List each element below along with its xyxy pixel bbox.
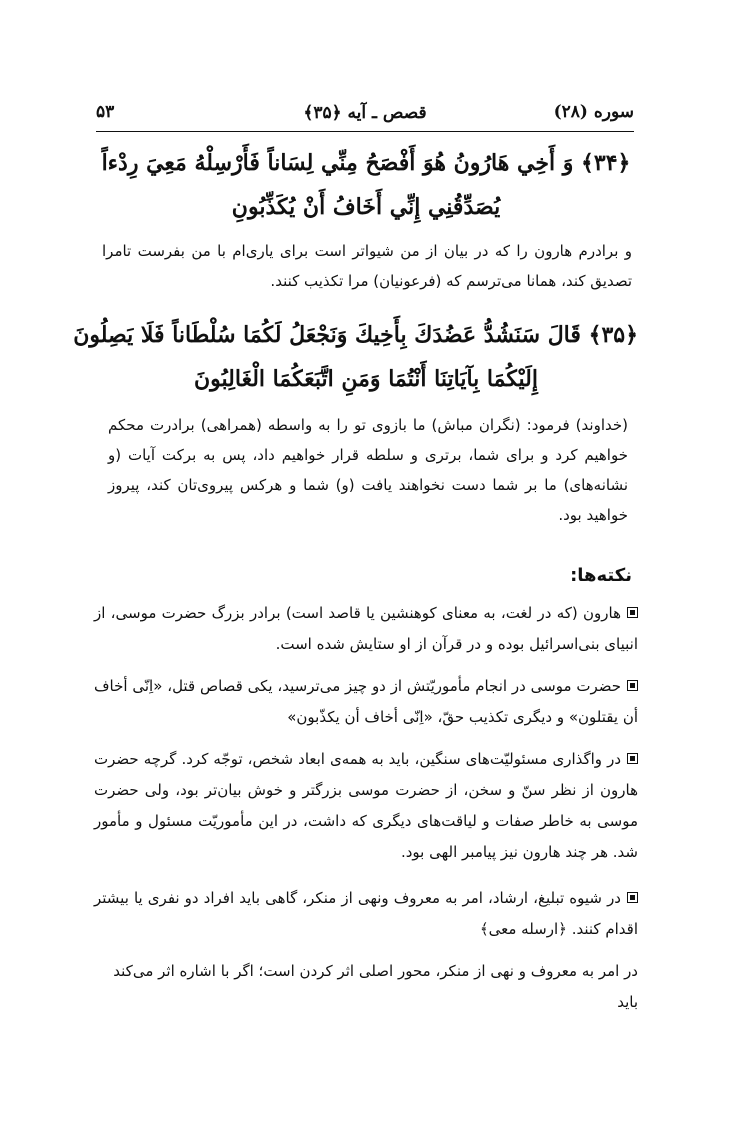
bullet-square-icon	[627, 607, 638, 618]
page-header	[96, 98, 634, 128]
note-text: هارون (که در لغت، به معنای کوهنشین یا قاصد است) برادر بزرگ حضرت موسی، از انبیای بنی‌اسرائیل بوده و در قرآن از او ستایش شده است.	[94, 604, 638, 653]
note-item	[94, 598, 638, 660]
verse-35-translation: (خداوند) فرمود: (نگران مباش) ما بازوی تو را به واسطه (همراهی) برادرت محکم خواهیم کرد و برای شما، برتری و سلطه قرار خواهیم داد، پس به برکت آیات (و نشانه‌های) ما بر شما دست نخواهند یافت (و) شما و هرکس پیروی‌تان کند، پیروز خواهید بود.	[108, 416, 628, 524]
continuation-text: در امر به معروف و نهی از منکر، محور اصلی اثر کردن است؛ اگر با اشاره اثر می‌کند باید	[113, 962, 638, 1011]
note-text: در شیوه تبلیغ، ارشاد، امر به معروف ونهی از منکر، گاهی باید افراد دو نفری یا بیشتر اقدام کنند. ﴿ارسله معی﴾	[94, 889, 638, 938]
verse-35-line-1: ﴿۳۵﴾ قَالَ سَنَشُدُّ عَضُدَكَ بِأَخِيكَ وَنَجْعَلُ لَكُمَا سُلْطَاناً فَلَا يَصِلُونَ	[73, 322, 638, 348]
note-text: حضرت موسی در انجام مأموریّتش از دو چیز می‌ترسید، یکی قصاص قتل، «اِنّی أخاف أن یقتلون» و دیگری تکذیب حقّ، «اِنّی أخاف أن یکذّبون»	[94, 677, 638, 726]
verse-34-line-1: ﴿۳۴﴾ وَ أَخِي هَارُونُ هُوَ أَفْصَحُ مِنِّي لِسَاناً فَأَرْسِلْهُ مَعِيَ رِدْءاً	[101, 150, 631, 176]
bullet-square-icon	[627, 680, 638, 691]
header-divider	[96, 131, 634, 132]
notes-heading: نکته‌ها:	[570, 565, 632, 586]
chapter-verse-title: قصص ـ آیه ﴿۳۵﴾	[303, 103, 427, 123]
note-text: در واگذاری مسئولیّت‌های سنگین، باید به همه‌ی ابعاد شخص، توجّه کرد. گرچه حضرت هارون از نظر سنّ و سخن، از حضرت موسی بزرگتر و خوش بیان‌تر بود، ولی حضرت موسی به خاطر صفات و لیاقت‌های دیگری که داشت، در این مأموریّت مسئول و مأمور شد. هر چند هارون نیز پیامبر الهی بود.	[94, 750, 638, 861]
bullet-square-icon	[627, 753, 638, 764]
page-number: ۵۳	[96, 102, 115, 122]
surah-label: سوره (۲۸)	[553, 102, 634, 122]
verse-35-line-2: إِلَيْكُمَا بِآيَاتِنَا أَنْتُمَا وَمَنِ اتَّبَعَكُمَا الْغَالِبُونَ	[194, 366, 538, 392]
note-item	[94, 883, 638, 945]
verse-34-translation: و برادرم هارون را که در بیان از من شیواتر است برای یاری‌ام با من بفرست تامرا تصدیق کند، همانا می‌ترسم که (فرعونیان) مرا تکذیب کنند.	[102, 242, 632, 290]
bullet-square-icon	[627, 892, 638, 903]
note-item	[94, 671, 638, 733]
note-item	[94, 744, 638, 868]
verse-34-line-2: يُصَدِّقُنِي إِنِّي أَخَافُ أَنْ يُكَذِّبُونِ	[231, 194, 501, 220]
